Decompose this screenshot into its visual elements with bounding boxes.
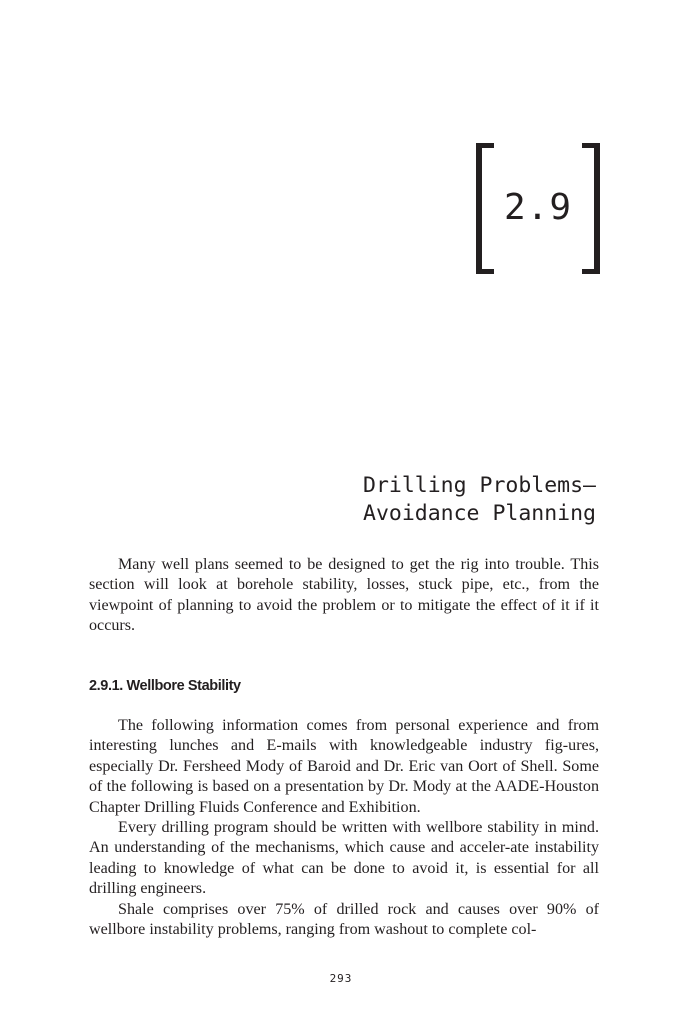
- section-heading: 2.9.1. Wellbore Stability: [89, 678, 241, 694]
- chapter-title-line-1: Drilling Problems—: [363, 473, 596, 498]
- chapter-title: [363, 472, 596, 528]
- right-bracket: [582, 143, 600, 274]
- chapter-number: 2.9: [503, 187, 573, 228]
- chapter-number-box: [476, 143, 600, 274]
- page-number: 293: [329, 972, 353, 985]
- chapter-title-line-2: Avoidance Planning: [363, 501, 596, 526]
- intro-paragraph: Many well plans seemed to be designed to get the rig into trouble. This section will look at borehole stability, losses, stuck pipe, etc., from the viewpoint of planning to avoid the problem or to mitigate the effect of it if it occurs.: [89, 556, 599, 635]
- section-paragraph-1: The following information comes from personal experience and from interesting lunches and E-mails with knowledgeable industry fig-ures, especially Dr. Fersheed Mody of Baroid and Dr. Eric van Oort of Shell. Some of the following is based on a presentation by Dr. Mody at the AADE-Houston Chapter Drilling Fluids Conference and Exhibition.: [89, 717, 599, 816]
- section-paragraph-3: Shale comprises over 75% of drilled rock and causes over 90% of wellbore instability problems, ranging from washout to complete col-: [89, 900, 599, 939]
- section-body: [89, 716, 599, 940]
- intro-text: [89, 555, 599, 637]
- section-paragraph-2: Every drilling program should be written with wellbore stability in mind. An understanding of the mechanisms, which cause and acceler-ate instability leading to knowledge of what can be done to avoid it, is essential for all drilling engineers.: [89, 819, 599, 898]
